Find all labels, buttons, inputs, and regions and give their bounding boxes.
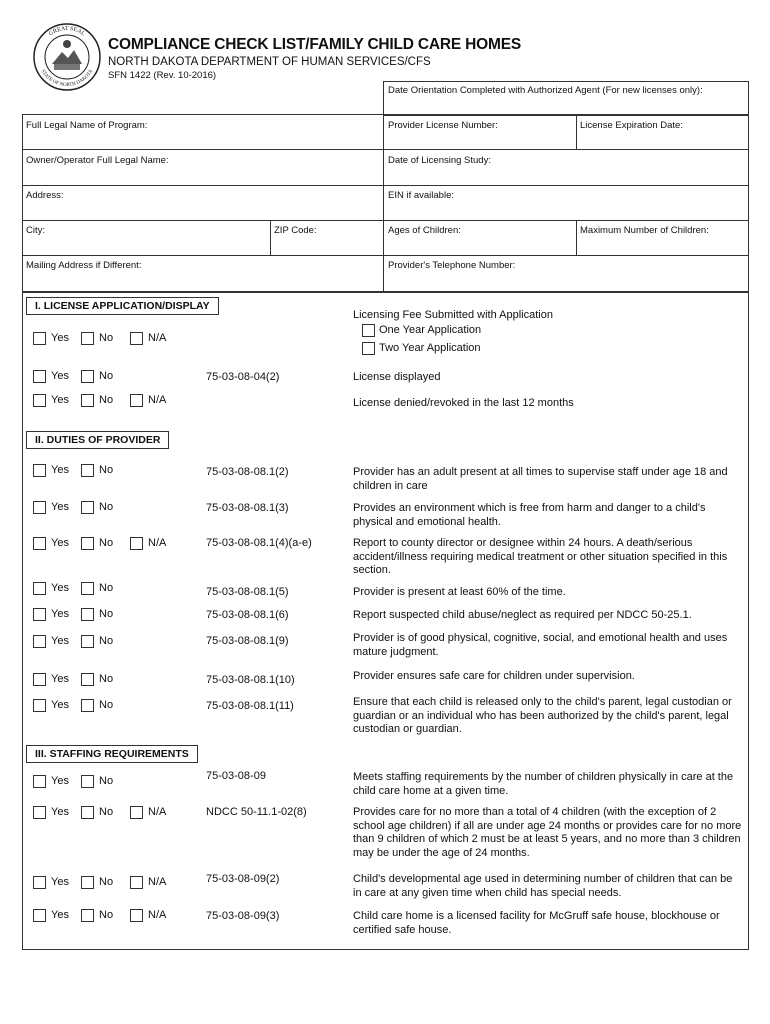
mailing-address-field[interactable]: Mailing Address if Different: xyxy=(26,260,142,271)
na-checkbox[interactable] xyxy=(130,909,143,922)
na-checkbox[interactable] xyxy=(130,537,143,550)
department-name: NORTH DAKOTA DEPARTMENT OF HUMAN SERVICES/CFS xyxy=(108,56,431,68)
rule-code: 75-03-08-08.1(10) xyxy=(206,674,295,686)
rule-code: 75-03-08-09(3) xyxy=(206,910,280,922)
yes-label: Yes xyxy=(51,394,69,406)
yes-label: Yes xyxy=(51,608,69,620)
rule-code: 75-03-08-08.1(5) xyxy=(206,586,289,598)
no-checkbox[interactable] xyxy=(81,699,94,712)
no-checkbox[interactable] xyxy=(81,673,94,686)
no-label: No xyxy=(99,501,114,513)
yes-checkbox[interactable] xyxy=(33,394,46,407)
no-label: No xyxy=(99,608,114,620)
ein-field[interactable]: EIN if available: xyxy=(388,190,455,201)
two-year-label: Two Year Application xyxy=(379,342,481,354)
yes-label: Yes xyxy=(51,673,69,685)
license-number-field[interactable]: Provider License Number: xyxy=(388,120,498,131)
city-field[interactable]: City: xyxy=(26,225,45,236)
yes-label: Yes xyxy=(51,537,69,549)
na-label: N/A xyxy=(148,806,167,818)
no-label: No xyxy=(99,775,114,787)
yes-label: Yes xyxy=(51,909,69,921)
grid-divider xyxy=(576,114,577,149)
no-label: No xyxy=(99,464,114,476)
rule-description: Child care home is a licensed facility for McGruff safe house, blockhouse or certified safe house. xyxy=(353,910,720,936)
yes-label: Yes xyxy=(51,876,69,888)
no-checkbox[interactable] xyxy=(81,909,94,922)
rule-description: Report suspected child abuse/neglect as required per NDCC 50-25.1. xyxy=(353,609,692,621)
no-checkbox[interactable] xyxy=(81,332,94,345)
yes-label: Yes xyxy=(51,501,69,513)
no-label: No xyxy=(99,635,114,647)
rule-code: 75-03-08-09(2) xyxy=(206,873,280,885)
grid-divider xyxy=(22,185,748,186)
rule-description: License denied/revoked in the last 12 months xyxy=(353,397,574,409)
rule-code: 75-03-08-08.1(4)(a-e) xyxy=(206,537,312,549)
grid-divider xyxy=(22,220,748,221)
na-label: N/A xyxy=(148,876,167,888)
rule-code: 75-03-08-09 xyxy=(206,770,266,782)
yes-label: Yes xyxy=(51,775,69,787)
no-checkbox[interactable] xyxy=(81,582,94,595)
rule-code: 75-03-08-08.1(11) xyxy=(206,700,294,712)
no-label: No xyxy=(99,537,114,549)
section-staffing-title: III. STAFFING REQUIREMENTS xyxy=(26,745,198,763)
one-year-checkbox[interactable] xyxy=(362,324,375,337)
rule-description: Ensure that each child is released only to the child's parent, legal custodian or guardian or an individual who has been authorized by the child's parent, legal custodian or guardian. xyxy=(353,696,732,735)
rule-code: 75-03-08-08.1(3) xyxy=(206,502,289,514)
yes-checkbox[interactable] xyxy=(33,699,46,712)
yes-label: Yes xyxy=(51,635,69,647)
section-license-application-title: I. LICENSE APPLICATION/DISPLAY xyxy=(26,297,219,315)
yes-label: Yes xyxy=(51,464,69,476)
no-checkbox[interactable] xyxy=(81,370,94,383)
rule-code: 75-03-08-08.1(2) xyxy=(206,466,289,478)
yes-label: Yes xyxy=(51,699,69,711)
state-seal-icon xyxy=(32,22,102,92)
yes-checkbox[interactable] xyxy=(33,775,46,788)
yes-label: Yes xyxy=(51,370,69,382)
section-duties-title: II. DUTIES OF PROVIDER xyxy=(26,431,169,449)
svg-text:STATE OF NORTH DAKOTA xyxy=(40,69,95,88)
yes-checkbox[interactable] xyxy=(33,582,46,595)
grid-divider xyxy=(22,149,748,150)
grid-divider xyxy=(270,220,271,255)
ages-field[interactable]: Ages of Children: xyxy=(388,225,461,236)
max-children-field[interactable]: Maximum Number of Children: xyxy=(580,225,709,236)
rule-description: Provides an environment which is free from harm and danger to a child's physical and emotional health. xyxy=(353,502,706,528)
grid-divider xyxy=(22,255,748,256)
rule-code: 75-03-08-04(2) xyxy=(206,371,280,383)
yes-checkbox[interactable] xyxy=(33,635,46,648)
yes-checkbox[interactable] xyxy=(33,806,46,819)
no-checkbox[interactable] xyxy=(81,635,94,648)
no-checkbox[interactable] xyxy=(81,537,94,550)
no-checkbox[interactable] xyxy=(81,775,94,788)
no-label: No xyxy=(99,582,114,594)
yes-checkbox[interactable] xyxy=(33,464,46,477)
na-checkbox[interactable] xyxy=(130,332,143,345)
seal-text-bottom: STATE OF NORTH DAKOTA xyxy=(39,69,95,89)
yes-checkbox[interactable] xyxy=(33,909,46,922)
no-checkbox[interactable] xyxy=(81,464,94,477)
study-date-field[interactable]: Date of Licensing Study: xyxy=(388,155,491,166)
rule-code: 75-03-08-08.1(6) xyxy=(206,609,289,621)
rule-code: NDCC 50-11.1-02(8) xyxy=(206,806,307,818)
seal-text-top: GREAT SEAL xyxy=(48,25,86,38)
na-checkbox[interactable] xyxy=(130,394,143,407)
rule-code: 75-03-08-08.1(9) xyxy=(206,635,289,647)
rule-description: Child's developmental age used in determining number of children that can be in care at any given time when child has special needs. xyxy=(353,873,733,899)
yes-checkbox[interactable] xyxy=(33,876,46,889)
yes-checkbox[interactable] xyxy=(33,537,46,550)
no-label: No xyxy=(99,876,114,888)
licensing-fee-label: Licensing Fee Submitted with Application xyxy=(353,309,553,321)
na-label: N/A xyxy=(148,537,167,549)
yes-label: Yes xyxy=(51,582,69,594)
grid-divider xyxy=(576,220,577,255)
yes-label: Yes xyxy=(51,806,69,818)
two-year-checkbox[interactable] xyxy=(362,342,375,355)
no-label: No xyxy=(99,699,114,711)
yes-checkbox[interactable] xyxy=(33,332,46,345)
na-checkbox[interactable] xyxy=(130,806,143,819)
no-label: No xyxy=(99,332,114,344)
no-checkbox[interactable] xyxy=(81,806,94,819)
rule-description: License displayed xyxy=(353,371,441,383)
no-label: No xyxy=(99,909,114,921)
zip-field[interactable]: ZIP Code: xyxy=(274,225,317,236)
no-label: No xyxy=(99,394,114,406)
no-checkbox[interactable] xyxy=(81,394,94,407)
no-checkbox[interactable] xyxy=(81,608,94,621)
na-label: N/A xyxy=(148,394,167,406)
yes-checkbox[interactable] xyxy=(33,370,46,383)
no-label: No xyxy=(99,673,114,685)
yes-checkbox[interactable] xyxy=(33,608,46,621)
grid-divider xyxy=(383,114,384,291)
na-label: N/A xyxy=(148,909,167,921)
telephone-field[interactable]: Provider's Telephone Number: xyxy=(388,260,516,271)
na-checkbox[interactable] xyxy=(130,876,143,889)
orientation-date-label: Date Orientation Completed with Authorized Agent (For new licenses only): xyxy=(388,85,703,96)
na-label: N/A xyxy=(148,332,167,344)
program-name-field[interactable]: Full Legal Name of Program: xyxy=(26,120,148,131)
rule-description: Provides care for no more than a total of 4 children (with the exception of 2 school age children) if all are under age 24 months or provides care for no more than 9 children of which 2 must be at least 5 years, and no more than 3 children may be under the age of 24 months. xyxy=(353,806,742,859)
rule-description: Provider ensures safe care for children under supervision. xyxy=(353,670,635,682)
no-checkbox[interactable] xyxy=(81,876,94,889)
no-checkbox[interactable] xyxy=(81,501,94,514)
form-title: COMPLIANCE CHECK LIST/FAMILY CHILD CARE HOMES xyxy=(108,36,521,53)
owner-name-field[interactable]: Owner/Operator Full Legal Name: xyxy=(26,155,169,166)
rule-description: Provider has an adult present at all times to supervise staff under age 18 and children in care xyxy=(353,466,728,492)
no-label: No xyxy=(99,370,114,382)
rule-description: Provider is of good physical, cognitive, social, and emotional health and uses mature judgment. xyxy=(353,632,728,658)
yes-checkbox[interactable] xyxy=(33,673,46,686)
rule-description: Meets staffing requirements by the number of children physically in care at the child care home at a given time. xyxy=(353,771,734,797)
form-number: SFN 1422 (Rev. 10-2016) xyxy=(108,70,217,81)
rule-description: Provider is present at least 60% of the time. xyxy=(353,586,566,598)
rule-description: Report to county director or designee within 24 hours. A death/serious accident/illness requiring medical treatment or other situation specified in this section. xyxy=(353,537,728,576)
license-expiration-field[interactable]: License Expiration Date: xyxy=(580,120,683,131)
yes-checkbox[interactable] xyxy=(33,501,46,514)
one-year-label: One Year Application xyxy=(379,324,482,336)
no-label: No xyxy=(99,806,114,818)
address-field[interactable]: Address: xyxy=(26,190,64,201)
yes-label: Yes xyxy=(51,332,69,344)
